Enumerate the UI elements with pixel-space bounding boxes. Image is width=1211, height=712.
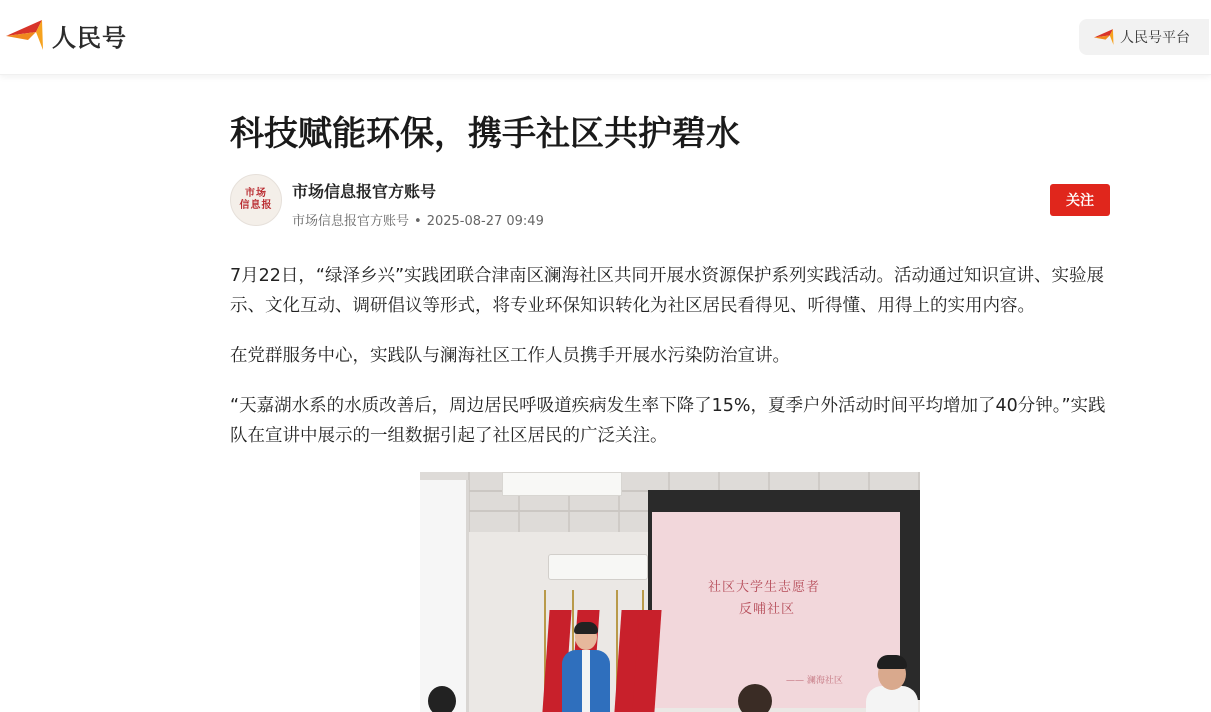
meta-account: 市场信息报官方账号 bbox=[292, 214, 410, 229]
renminhao-small-logo-icon bbox=[1094, 28, 1114, 46]
paragraph: 在党群服务中心，实践队与澜海社区工作人员携手开展水污染防治宣讲。 bbox=[230, 346, 790, 366]
screen-text-line2: 反哺社区 bbox=[739, 602, 796, 617]
meta-separator: • bbox=[414, 214, 422, 229]
author-meta bbox=[292, 210, 544, 229]
speaker-hair bbox=[574, 622, 598, 634]
article-photo bbox=[420, 472, 920, 712]
platform-button-label: 人民号平台 bbox=[1120, 30, 1190, 46]
photo-air-conditioner bbox=[548, 554, 648, 580]
avatar-text-line1: 市场 bbox=[245, 188, 267, 199]
top-header bbox=[0, 0, 1211, 75]
photo-audience-center-head bbox=[738, 684, 772, 712]
photo-window bbox=[420, 480, 469, 712]
publish-time: 2025-08-27 09:49 bbox=[426, 214, 544, 229]
site-logo[interactable] bbox=[6, 18, 127, 52]
photo-speaker bbox=[562, 624, 610, 712]
renminhao-logo-icon bbox=[6, 18, 44, 52]
avatar[interactable] bbox=[230, 174, 282, 226]
photo-projection-screen bbox=[652, 512, 900, 708]
paragraph: 7月22日，“绿泽乡兴”实践团联合津南区澜海社区共同开展水资源保护系列实践活动。活动通过知识宣讲、实验展示、文化互动、调研倡议等形式，将专业环保知识转化为社区居民看得见、听得懂、用得上的实用内容。 bbox=[230, 266, 1105, 316]
paragraph: “天嘉湖水系的水质改善后，周边居民呼吸道疾病发生率下降了15%，夏季户外活动时间平均增加了40分钟。”实践队在宣讲中展示的一组数据引起了社区居民的广泛关注。 bbox=[230, 396, 1106, 446]
article-body bbox=[230, 261, 1110, 471]
platform-button[interactable] bbox=[1079, 19, 1209, 55]
photo-ceiling-light bbox=[502, 472, 622, 496]
screen-text-line1: 社区大学生志愿者 bbox=[708, 580, 821, 595]
author-name[interactable]: 市场信息报官方账号 bbox=[292, 182, 437, 201]
screen-text-line3: —— 澜海社区 bbox=[786, 676, 843, 686]
logo-text: 人民号 bbox=[52, 23, 127, 52]
follow-button[interactable]: 关注 bbox=[1050, 184, 1110, 216]
author-row bbox=[230, 174, 1110, 228]
avatar-text-line2: 信息报 bbox=[239, 200, 273, 211]
photo-audience-right-hair bbox=[877, 655, 907, 669]
article-title: 科技赋能环保，携手社区共护碧水 bbox=[230, 114, 740, 154]
photo-audience-left-head bbox=[428, 686, 456, 712]
speaker-stripe bbox=[582, 650, 590, 712]
